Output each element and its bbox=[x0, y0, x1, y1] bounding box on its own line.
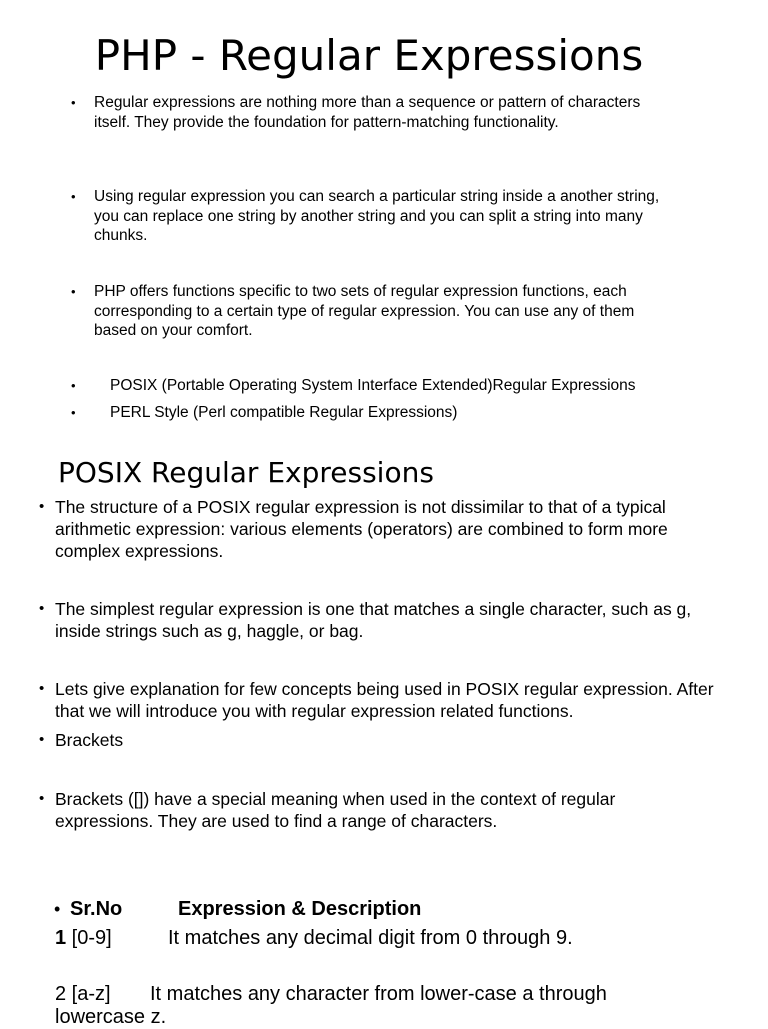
bullet-text: Regular expressions are nothing more than a sequence or pattern of characters itself. They provide the foundation for pattern-matching functionality. bbox=[94, 94, 641, 131]
list-item bbox=[71, 187, 674, 246]
row-description: It matches any decimal digit from 0 through 9. bbox=[168, 927, 573, 949]
bullet-icon: • bbox=[71, 95, 76, 110]
bullet-text: Lets give explanation for few concepts being used in POSIX regular expression. After that we will introduce you with regular expression related functions. bbox=[55, 679, 714, 721]
bullet-icon: • bbox=[39, 680, 45, 697]
bullet-text: The structure of a POSIX regular expression is not dissimilar to that of a typical arithmetic expression: various elements (operators) are combined to form more complex expressions. bbox=[55, 497, 668, 561]
row-expression: 2 [a-z] bbox=[55, 983, 111, 1005]
row-description-continued: lowercase z. bbox=[55, 1006, 167, 1028]
bullet-icon: • bbox=[71, 405, 76, 420]
list-item bbox=[71, 376, 710, 396]
bullet-icon: • bbox=[39, 498, 45, 515]
bullet-icon: • bbox=[71, 378, 76, 393]
bullet-icon: • bbox=[39, 790, 45, 807]
list-item bbox=[39, 678, 715, 722]
bullet-text: PHP offers functions specific to two sets of regular expression functions, each corresponding to a certain type of regular expression. You can use any of them based on your comfort. bbox=[94, 283, 635, 339]
bullet-text: The simplest regular expression is one that matches a single character, such as g, inside strings such as g, haggle, or bag. bbox=[55, 599, 692, 641]
table-header-description: Expression & Description bbox=[178, 898, 422, 920]
bullet-icon: • bbox=[71, 284, 76, 299]
bullet-icon: • bbox=[54, 899, 61, 919]
row-expression: [0-9] bbox=[66, 927, 112, 949]
bullet-text: Brackets ([]) have a special meaning when used in the context of regular expressions. They are used to find a range of characters. bbox=[55, 789, 616, 831]
bullet-icon: • bbox=[39, 731, 45, 748]
list-item bbox=[71, 93, 674, 132]
section-title: POSIX Regular Expressions bbox=[58, 456, 434, 489]
bullet-icon: • bbox=[39, 600, 45, 617]
row-number: 1 bbox=[55, 927, 67, 949]
table-header-srno: Sr.No bbox=[70, 898, 123, 920]
bullet-icon: • bbox=[71, 189, 76, 204]
list-item bbox=[39, 496, 715, 562]
list-item bbox=[71, 403, 710, 423]
bullet-text: PERL Style (Perl compatible Regular Expressions) bbox=[110, 404, 458, 421]
table-row bbox=[55, 926, 112, 950]
bullet-text: POSIX (Portable Operating System Interface Extended)Regular Expressions bbox=[110, 377, 636, 394]
list-item bbox=[71, 282, 674, 341]
list-item bbox=[39, 788, 715, 832]
bullet-text: Brackets bbox=[55, 730, 124, 750]
bullet-text: Using regular expression you can search a particular string inside a another string, you can replace one string by another string and you can split a string into many chunks. bbox=[94, 188, 660, 244]
row-description: It matches any character from lower-case a through bbox=[150, 983, 607, 1005]
page-title: PHP - Regular Expressions bbox=[94, 31, 644, 80]
list-item bbox=[39, 729, 715, 751]
list-item bbox=[39, 598, 715, 642]
